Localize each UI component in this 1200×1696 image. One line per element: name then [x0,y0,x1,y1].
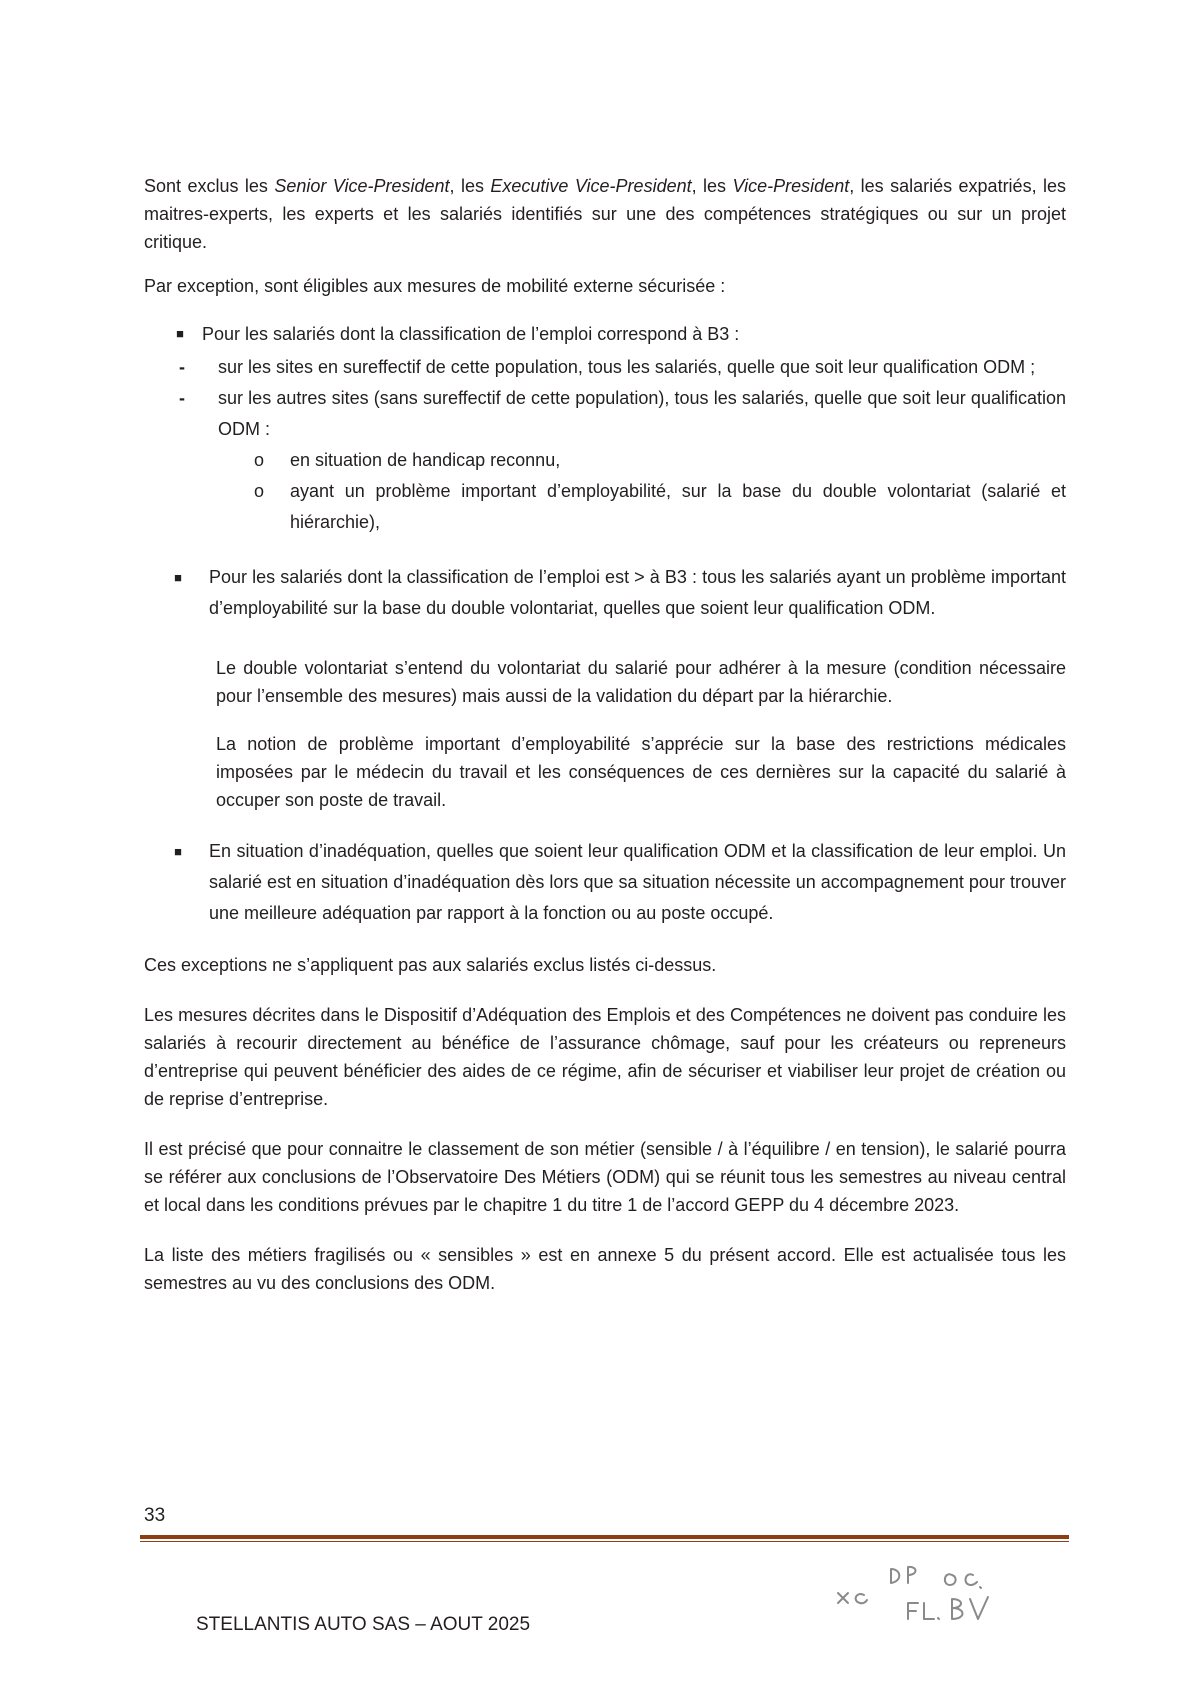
square-bullet-icon: ■ [176,326,184,341]
bullet-text: Pour les salariés dont la classification de l’emploi correspond à B3 : [202,324,740,344]
note-double-volontariat: Le double volontariat s’entend du volontariat du salarié pour adhérer à la mesure (condition nécessaire pour l’ensemble des mesures) mais aussi de la validation du départ par la hiérarchie. [216,658,1066,706]
dash-marker: - [179,388,185,408]
paragraph-exceptions-note: Ces exceptions ne s’appliquent pas aux salariés exclus listés ci-dessus. [144,955,717,975]
circle-bullet-icon: o [254,481,265,501]
document-body [144,172,1066,1297]
paragraph-exception-intro: Par exception, sont éligibles aux mesures de mobilité externe sécurisée : [144,276,726,296]
italic-term: Executive Vice-President [490,176,692,196]
bullet-item-above-b3 [144,562,1066,624]
dash-marker: - [179,357,185,377]
circle-bullet-icon: o [254,450,265,470]
paragraph-dispositif: Les mesures décrites dans le Dispositif d’Adéquation des Emplois et des Compétences ne doivent pas conduire les salariés à recourir directement au bénéfice de l’assurance chômage, sauf pour les créateurs ou repreneurs d’entreprise qui peuvent bénéficier des aides de ce régime, afin de sécuriser et viabiliser leur projet de création ou de reprise d’entreprise. [144,1005,1066,1109]
footer-company: STELLANTIS AUTO SAS – AOUT 2025 [196,1614,531,1635]
sub-item [144,476,1066,538]
dash-text: sur les autres sites (sans sureffectif de cette population), tous les salariés, quelle que soit leur qualification ODM : [218,388,1066,439]
sub-item [144,445,1066,476]
bullet-item-inadequation [144,836,1066,929]
page-number: 33 [144,1505,166,1526]
italic-term: Vice-President [732,176,850,196]
paragraph-exclusions [144,172,1066,256]
text-run: , les [449,176,491,196]
dash-item [144,352,1066,383]
sub-item-text: ayant un problème important d’employabilité, sur la base du double volontariat (salarié et hiérarchie), [290,481,1066,532]
bullet-text: En situation d’inadéquation, quelles que soient leur qualification ODM et la classification de leur emploi. Un salarié est en situation d’inadéquation dès lors que sa situation nécessite un accompagnement pour trouver une meilleure adéquation par rapport à la fonction ou au poste occupé. [209,841,1066,923]
footer-rule-thin [140,1541,1069,1542]
bullet-text: Pour les salariés dont la classification de l’emploi est > à B3 : tous les salariés ayant un problème important d’employabilité sur la base du double volontariat, quelles que soient leur qualification ODM. [209,567,1066,618]
square-bullet-icon: ■ [174,844,182,859]
text-run: Sont exclus les [144,176,275,196]
paragraph-classement-metier: Il est précisé que pour connaitre le classement de son métier (sensible / à l’équilibre / en tension), le salarié pourra se référer aux conclusions de l’Observatoire Des Métiers (ODM) qui se réunit tous les semestres au niveau central et local dans les conditions prévues par le chapitre 1 du titre 1 de l’accord GEPP du 4 décembre 2023. [144,1139,1066,1215]
sub-item-text: en situation de handicap reconnu, [290,450,561,470]
dash-text: sur les sites en sureffectif de cette population, tous les salariés, quelle que soit leur qualification ODM ; [218,357,1036,377]
square-bullet-icon: ■ [174,570,182,585]
italic-term: Senior Vice-President [274,176,450,196]
note-employabilite: La notion de problème important d’employabilité s’apprécie sur la base des restrictions médicales imposées par le médecin du travail et les conséquences de ces dernières sur la capacité du salarié à occuper son poste de travail. [216,734,1066,810]
bullet-item-b3 [144,320,1066,348]
handwritten-initials-signature [828,1555,1018,1625]
footer-rule [140,1535,1069,1539]
dash-item [144,383,1066,445]
paragraph-liste-metiers: La liste des métiers fragilisés ou « sensibles » est en annexe 5 du présent accord. Elle est actualisée tous les semestres au vu des conclusions des ODM. [144,1245,1066,1293]
text-run: , les [691,176,733,196]
text-run: , les salariés expatriés, les maitres-experts, les experts et les salariés identifiés sur une des compétences stratégiques ou sur un projet critique. [144,176,1067,252]
